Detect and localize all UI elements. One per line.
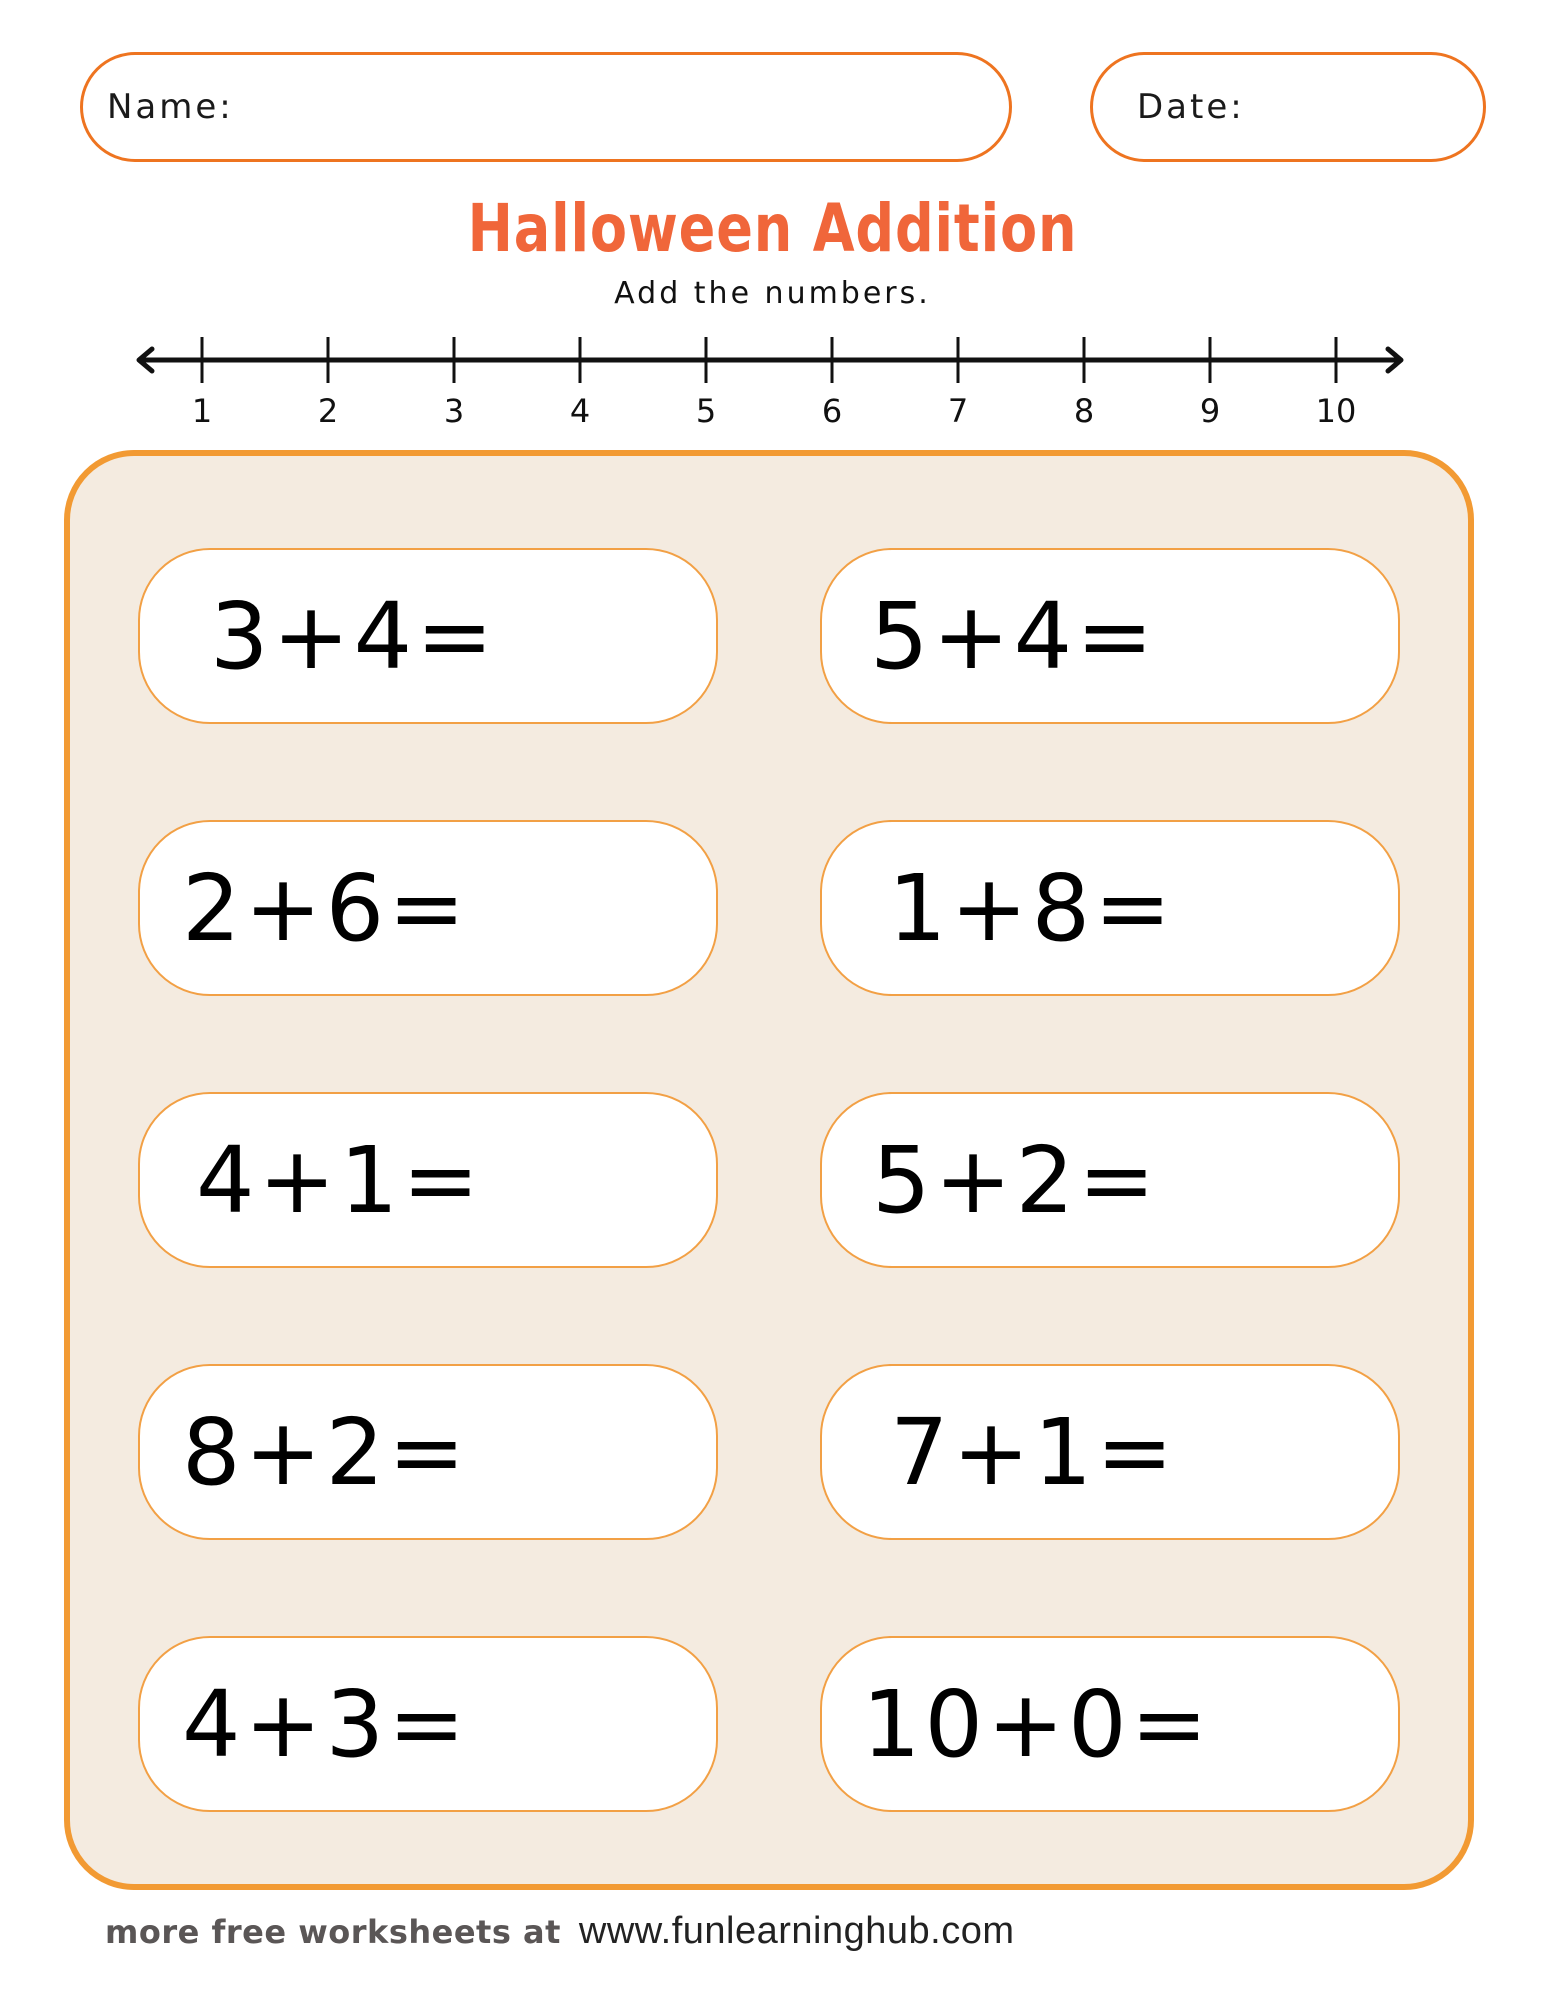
problem-expression: 5+4=	[870, 582, 1158, 690]
problem-card[interactable]	[138, 548, 718, 724]
problem-expression: 10+0=	[862, 1670, 1212, 1778]
problem-expression: 4+3=	[182, 1670, 470, 1778]
footer-website-link[interactable]: www.funlearninghub.com	[578, 1910, 1015, 1952]
problem-expression: 2+6=	[182, 854, 470, 962]
problem-expression: 4+1=	[196, 1126, 484, 1234]
name-label: Name:	[107, 87, 234, 127]
problem-expression: 3+4=	[210, 582, 498, 690]
problem-card[interactable]	[820, 1092, 1400, 1268]
tick-label: 1	[191, 392, 213, 430]
date-label: Date:	[1137, 87, 1245, 127]
problem-expression: 1+8=	[888, 854, 1176, 962]
problem-card[interactable]	[138, 1092, 718, 1268]
date-field[interactable]	[1090, 52, 1486, 162]
tick-label: 3	[443, 392, 465, 430]
problem-card[interactable]	[138, 820, 718, 996]
problem-expression: 7+1=	[890, 1398, 1178, 1506]
problem-card[interactable]	[820, 820, 1400, 996]
tick-label: 8	[1073, 392, 1095, 430]
problem-card[interactable]	[820, 1636, 1400, 1812]
worksheet-title: Halloween Addition	[467, 190, 1078, 267]
footer-lead-text: more free worksheets at	[105, 1913, 561, 1951]
number-line-axis-icon	[130, 330, 1410, 390]
footer	[105, 1910, 1015, 1953]
tick-label: 10	[1315, 392, 1357, 430]
problem-card[interactable]	[820, 1364, 1400, 1540]
tick-label: 4	[569, 392, 591, 430]
problem-card[interactable]	[138, 1636, 718, 1812]
problem-expression: 8+2=	[182, 1398, 470, 1506]
problem-card[interactable]	[138, 1364, 718, 1540]
tick-label: 7	[947, 392, 969, 430]
tick-label: 2	[317, 392, 339, 430]
name-field[interactable]	[80, 52, 1012, 162]
problem-expression: 5+2=	[872, 1126, 1160, 1234]
problem-card[interactable]	[820, 548, 1400, 724]
tick-label: 5	[695, 392, 717, 430]
problems-panel	[64, 450, 1474, 1890]
worksheet-instruction: Add the numbers.	[614, 276, 931, 311]
tick-label: 9	[1199, 392, 1221, 430]
number-line	[130, 330, 1410, 440]
tick-label: 6	[821, 392, 843, 430]
